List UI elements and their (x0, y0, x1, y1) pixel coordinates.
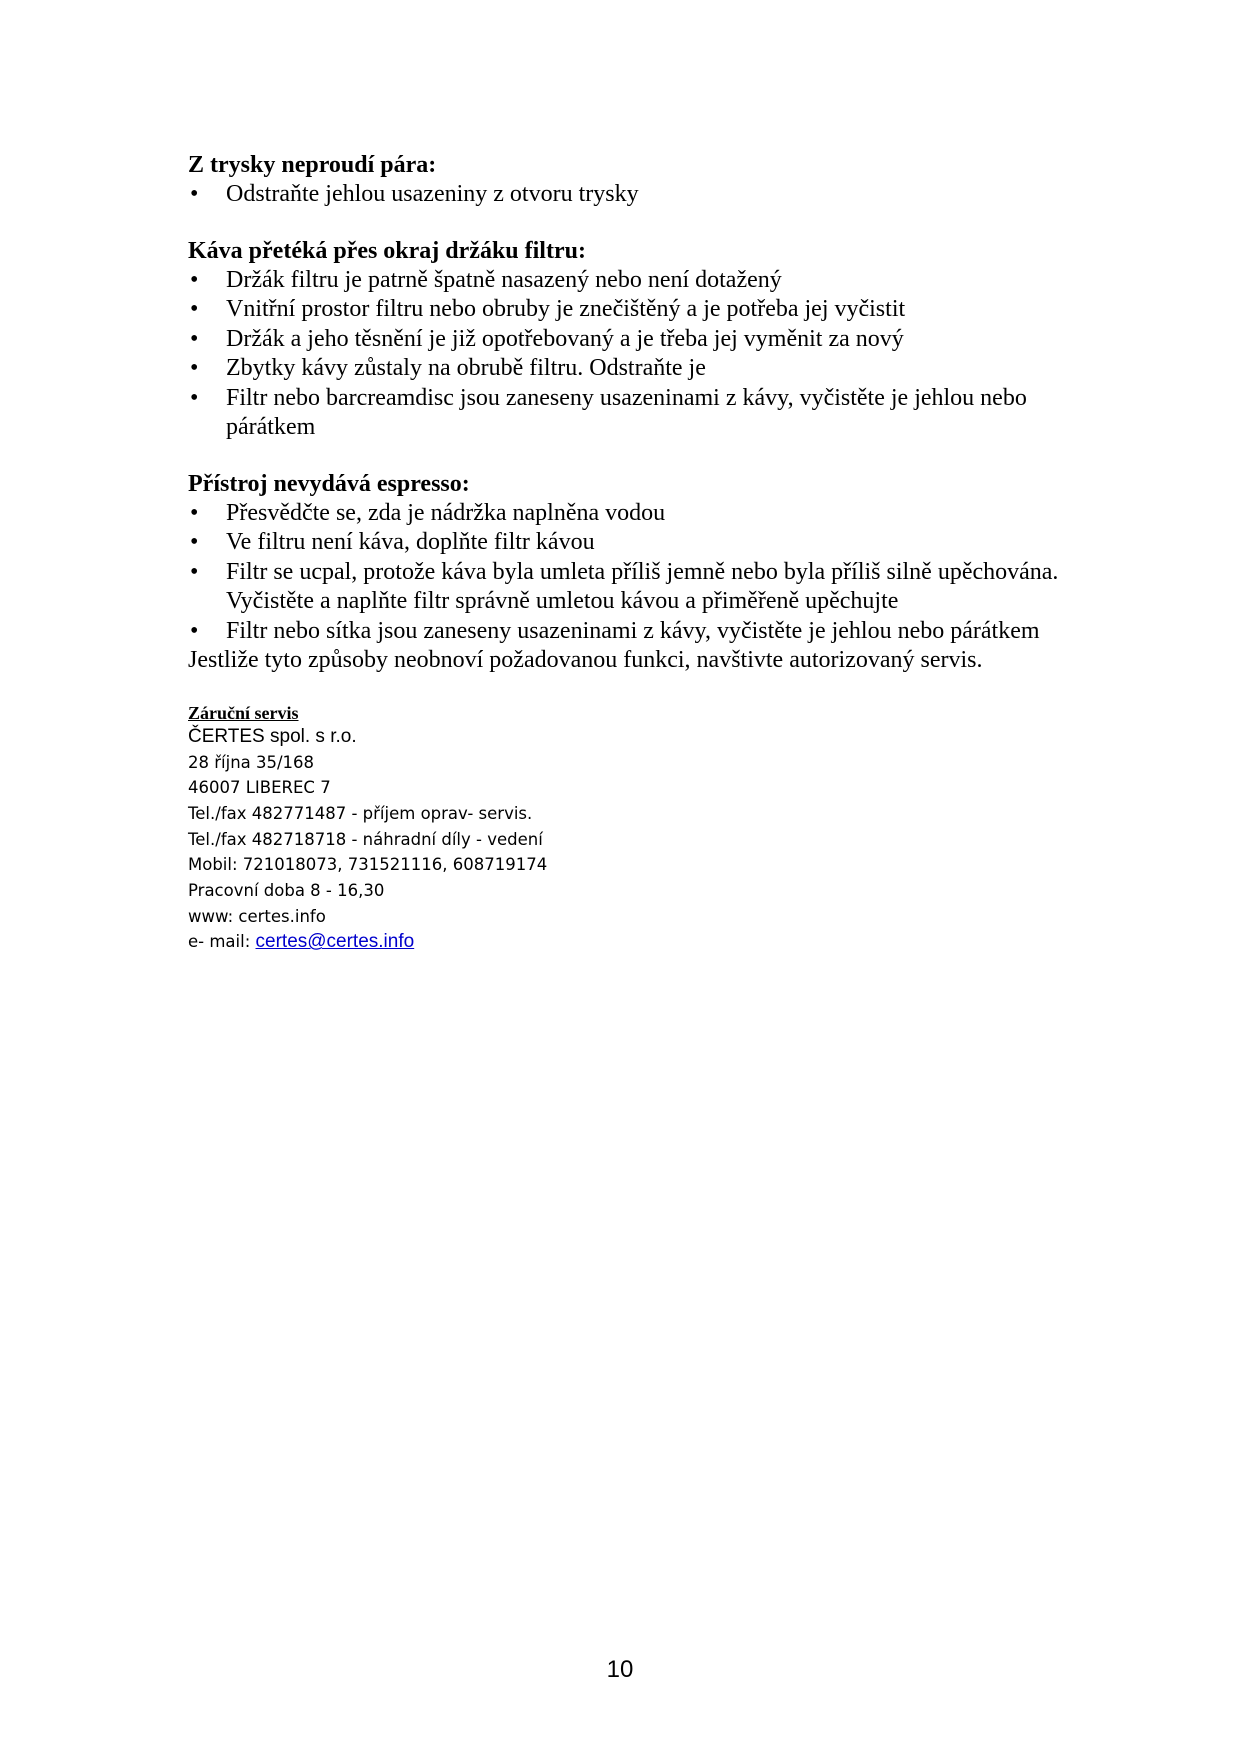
section-heading: Káva přetéká přes okraj držáku filtru: (188, 237, 586, 264)
address-street: 28 října 35/168 (188, 752, 315, 772)
email-link[interactable]: certes@certes.info (255, 931, 415, 953)
bullet-icon: • (190, 384, 199, 411)
working-hours: Pracovní doba 8 - 16,30 (188, 881, 385, 901)
phone-parts: Tel./fax 482718718 - náhradní díly - vedení (188, 829, 543, 849)
section-overflow (188, 236, 1088, 443)
list-item: • Vnitřní prostor filtru nebo obruby je znečištěný a je potřeba jej vyčistit (188, 295, 1088, 325)
address-city: 46007 LIBEREC 7 (188, 778, 331, 798)
list-item: • Ve filtru není káva, doplňte filtr kávou (188, 528, 1088, 558)
section-heading: Z trysky neproudí pára: (188, 152, 437, 178)
warranty-service-block (188, 702, 1088, 956)
list-item: • Odstraňte jehlou usazeniny z otvoru trysky (188, 180, 1088, 210)
mobile-numbers: Mobil: 721018073, 731521116, 608719174 (188, 855, 548, 875)
bullet-icon: • (190, 266, 199, 293)
page-content (188, 150, 1088, 955)
section-heading: Přístroj nevydává espresso: (188, 470, 470, 497)
bullet-list (188, 499, 1088, 647)
bullet-list (188, 180, 1088, 210)
bullet-icon: • (190, 181, 199, 207)
list-item: • Filtr nebo barcreamdisc jsou zaneseny usazeninami z kávy, vyčistěte je jehlou nebo párátkem (190, 384, 1027, 440)
page-number: 10 (606, 1656, 634, 1683)
bullet-icon: • (190, 325, 199, 352)
list-item: • Držák filtru je patrně špatně nasazený nebo není dotažený (188, 266, 1088, 296)
email-line (188, 929, 1088, 955)
service-title: Záruční servis (188, 702, 299, 723)
list-item: • Přesvědčte se, zda je nádržka naplněna vodou (188, 499, 1088, 529)
website: www: certes.info (188, 906, 326, 926)
phone-repairs: Tel./fax 482771487 - příjem oprav- servis. (188, 803, 533, 823)
bullet-icon: • (190, 617, 199, 644)
bullet-icon: • (190, 558, 199, 585)
section-steam (188, 150, 1088, 210)
list-item: • Zbytky kávy zůstaly na obrubě filtru. Odstraňte je (188, 354, 1088, 384)
service-advice: Jestliže tyto způsoby neobnoví požadovanou funkci, navštivte autorizovaný servis. (188, 647, 983, 673)
email-label: e- mail: (188, 932, 256, 952)
section-no-espresso (188, 469, 1088, 676)
bullet-icon: • (190, 499, 199, 526)
list-item: • Filtr se ucpal, protože káva byla umleta příliš jemně nebo byla příliš silně upěchována. Vyčistěte a naplňte filtr správně umletou kávou a přiměřeně upěchujte (190, 558, 1059, 614)
list-item: • Držák a jeho těsnění je již opotřebovaný a je třeba jej vyměnit za nový (188, 325, 1088, 355)
bullet-icon: • (190, 355, 199, 381)
bullet-icon: • (190, 296, 199, 322)
company-name: ČERTES spol. s r.o. (188, 725, 357, 747)
bullet-icon: • (190, 529, 199, 555)
list-item: • Filtr nebo sítka jsou zaneseny usazeninami z kávy, vyčistěte je jehlou nebo párátkem (188, 617, 1088, 647)
bullet-list (188, 266, 1088, 443)
